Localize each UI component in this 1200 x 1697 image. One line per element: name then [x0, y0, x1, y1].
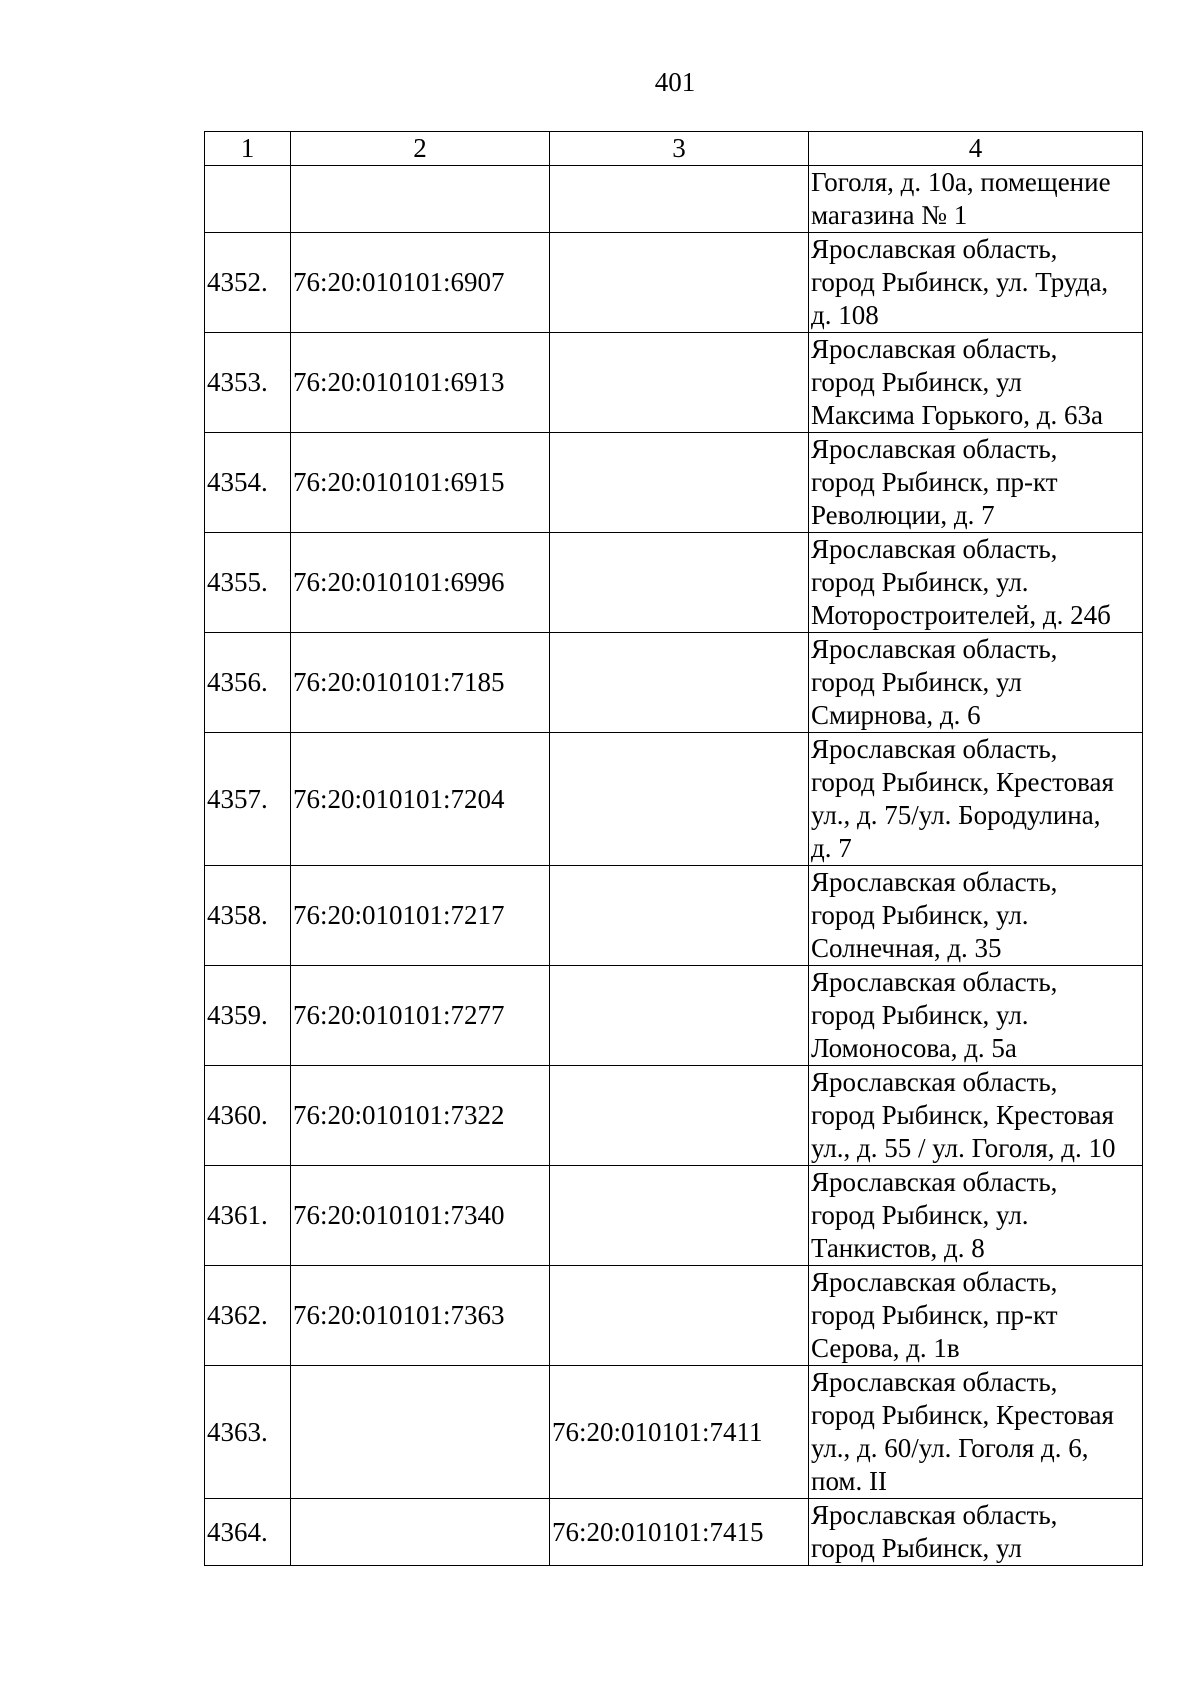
row-number-cell: 4355. [205, 533, 291, 633]
address-line: Ярославская область, [811, 867, 1058, 897]
header-col-1: 1 [205, 132, 291, 166]
page-number: 401 [654, 67, 696, 97]
table-header [205, 132, 1143, 166]
row-number-cell: 4359. [205, 966, 291, 1066]
address-line: Ярославская область, [811, 634, 1058, 664]
table-row [205, 166, 1143, 233]
address-line: Ломоносова, д. 5а [811, 1033, 1017, 1063]
table-row [205, 1499, 1143, 1566]
cadastral-number-col3-cell [550, 433, 809, 533]
cadastral-number-col2-cell: 76:20:010101:6915 [291, 433, 550, 533]
address-line: Максима Горького, д. 63а [811, 400, 1103, 430]
address-line: пом. II [811, 1466, 888, 1496]
cadastral-number-col3-cell [550, 866, 809, 966]
address-cell [809, 733, 1143, 866]
cadastral-number-col3-cell [550, 966, 809, 1066]
table-row [205, 966, 1143, 1066]
registry-table [204, 131, 1143, 1566]
address-cell [809, 433, 1143, 533]
address-cell [809, 533, 1143, 633]
row-number-cell: 4364. [205, 1499, 291, 1566]
address-line: город Рыбинск, ул [811, 367, 1022, 397]
address-line: Ярославская область, [811, 234, 1058, 264]
address-line: Ярославская область, [811, 334, 1058, 364]
row-number-cell: 4357. [205, 733, 291, 866]
header-col-3: 3 [550, 132, 809, 166]
table-row [205, 233, 1143, 333]
cadastral-number-col3-cell: 76:20:010101:7415 [550, 1499, 809, 1566]
address-line: город Рыбинск, ул. [811, 900, 1029, 930]
row-number-cell: 4363. [205, 1366, 291, 1499]
address-line: Ярославская область, [811, 534, 1058, 564]
cadastral-number-col2-cell [291, 1499, 550, 1566]
row-number-cell: 4358. [205, 866, 291, 966]
table-row [205, 433, 1143, 533]
address-line: Моторостроителей, д. 24б [811, 600, 1111, 630]
address-line: город Рыбинск, Крестовая [811, 1100, 1114, 1130]
address-cell [809, 1166, 1143, 1266]
cadastral-number-col3-cell [550, 1266, 809, 1366]
address-line: город Рыбинск, Крестовая [811, 1400, 1114, 1430]
row-number-cell: 4362. [205, 1266, 291, 1366]
address-line: Ярославская область, [811, 1167, 1058, 1197]
address-line: Солнечная, д. 35 [811, 933, 1002, 963]
address-cell [809, 1266, 1143, 1366]
cadastral-number-col2-cell: 76:20:010101:7322 [291, 1066, 550, 1166]
cadastral-number-col3-cell [550, 333, 809, 433]
address-line: Смирнова, д. 6 [811, 700, 981, 730]
address-cell [809, 633, 1143, 733]
cadastral-number-col3-cell [550, 1066, 809, 1166]
table-row [205, 533, 1143, 633]
cadastral-number-col3-cell [550, 733, 809, 866]
address-line: магазина № 1 [811, 200, 968, 230]
row-number-cell [205, 166, 291, 233]
address-line: Ярославская область, [811, 967, 1058, 997]
address-line: Гоголя, д. 10а, помещение [811, 167, 1111, 197]
address-line: ул., д. 60/ул. Гоголя д. 6, [811, 1433, 1089, 1463]
address-line: город Рыбинск, ул. [811, 1000, 1029, 1030]
cadastral-number-col2-cell: 76:20:010101:7363 [291, 1266, 550, 1366]
address-line: город Рыбинск, ул [811, 667, 1022, 697]
address-line: город Рыбинск, пр-кт [811, 467, 1058, 497]
table-row [205, 866, 1143, 966]
row-number-cell: 4353. [205, 333, 291, 433]
cadastral-number-col2-cell [291, 166, 550, 233]
cadastral-number-col2-cell: 76:20:010101:7204 [291, 733, 550, 866]
row-number-cell: 4356. [205, 633, 291, 733]
address-cell [809, 333, 1143, 433]
cadastral-number-col2-cell: 76:20:010101:7185 [291, 633, 550, 733]
header-row [205, 132, 1143, 166]
cadastral-number-col2-cell: 76:20:010101:6913 [291, 333, 550, 433]
address-line: Ярославская область, [811, 1067, 1058, 1097]
address-line: д. 7 [811, 833, 852, 863]
cadastral-number-col2-cell: 76:20:010101:7217 [291, 866, 550, 966]
address-line: город Рыбинск, пр-кт [811, 1300, 1058, 1330]
cadastral-number-col3-cell [550, 166, 809, 233]
address-cell [809, 166, 1143, 233]
header-col-2: 2 [291, 132, 550, 166]
table-row [205, 333, 1143, 433]
address-line: город Рыбинск, ул [811, 1533, 1022, 1563]
cadastral-number-col2-cell: 76:20:010101:6907 [291, 233, 550, 333]
table-row [205, 1366, 1143, 1499]
address-line: ул., д. 75/ул. Бородулина, [811, 800, 1101, 830]
cadastral-number-col2-cell: 76:20:010101:7340 [291, 1166, 550, 1266]
address-cell [809, 1366, 1143, 1499]
address-line: Ярославская область, [811, 1267, 1058, 1297]
header-col-4: 4 [809, 132, 1143, 166]
address-line: д. 108 [811, 300, 879, 330]
row-number-cell: 4354. [205, 433, 291, 533]
address-line: Ярославская область, [811, 734, 1058, 764]
table-row [205, 1166, 1143, 1266]
table-row [205, 633, 1143, 733]
cadastral-number-col2-cell: 76:20:010101:7277 [291, 966, 550, 1066]
address-line: город Рыбинск, ул. [811, 567, 1029, 597]
address-line: ул., д. 55 / ул. Гоголя, д. 10 [811, 1133, 1116, 1163]
address-line: город Рыбинск, Крестовая [811, 767, 1114, 797]
address-cell [809, 1066, 1143, 1166]
address-cell [809, 866, 1143, 966]
table-row [205, 1066, 1143, 1166]
row-number-cell: 4361. [205, 1166, 291, 1266]
cadastral-number-col3-cell: 76:20:010101:7411 [550, 1366, 809, 1499]
cadastral-number-col3-cell [550, 533, 809, 633]
address-line: Танкистов, д. 8 [811, 1233, 985, 1263]
address-line: Ярославская область, [811, 1367, 1058, 1397]
table-row [205, 733, 1143, 866]
address-cell [809, 233, 1143, 333]
address-cell [809, 966, 1143, 1066]
cadastral-number-col3-cell [550, 1166, 809, 1266]
address-line: Серова, д. 1в [811, 1333, 960, 1363]
address-line: город Рыбинск, ул. [811, 1200, 1029, 1230]
address-line: Революции, д. 7 [811, 500, 995, 530]
cadastral-number-col3-cell [550, 633, 809, 733]
cadastral-number-col2-cell [291, 1366, 550, 1499]
row-number-cell: 4360. [205, 1066, 291, 1166]
address-cell [809, 1499, 1143, 1566]
table-row [205, 1266, 1143, 1366]
address-line: город Рыбинск, ул. Труда, [811, 267, 1109, 297]
row-number-cell: 4352. [205, 233, 291, 333]
cadastral-number-col3-cell [550, 233, 809, 333]
address-line: Ярославская область, [811, 434, 1058, 464]
cadastral-number-col2-cell: 76:20:010101:6996 [291, 533, 550, 633]
table-body [205, 166, 1143, 1566]
address-line: Ярославская область, [811, 1500, 1058, 1530]
